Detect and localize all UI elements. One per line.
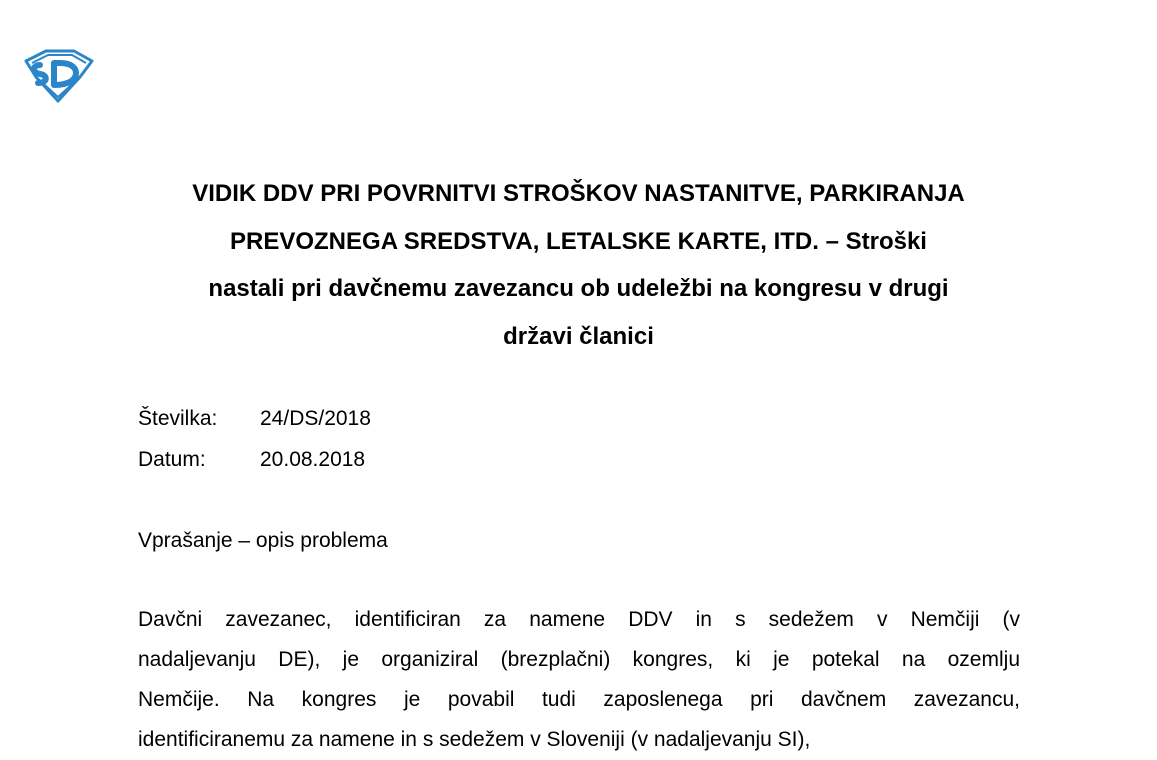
document-number-row — [138, 405, 371, 433]
document-number-value: 24/DS/2018 — [260, 407, 371, 430]
section-heading: Vprašanje – opis problema — [138, 529, 388, 552]
company-logo — [22, 47, 94, 104]
paragraph-line: nadaljevanju DE), je organiziral (brezplačni) kongres, ki je potekal na ozemlju — [138, 648, 1020, 671]
shield-logo-icon — [22, 47, 94, 104]
document-number-label: Številka: — [138, 407, 218, 430]
document-date-row — [138, 446, 365, 474]
paragraph-line: Nemčije. Na kongres je povabil tudi zaposlenega pri davčnem zavezancu, — [138, 688, 1020, 711]
paragraph-line: Davčni zavezanec, identificiran za namene DDV in s sedežem v Nemčiji (v — [138, 608, 1020, 631]
title-line: nastali pri davčnemu zavezancu ob udeležbi na kongresu v drugi — [208, 275, 949, 302]
title-line: VIDIK DDV PRI POVRNITVI STROŠKOV NASTANITVE, PARKIRANJA — [192, 180, 965, 207]
paragraph-line: identificiranemu za namene in s sedežem v Sloveniji (v nadaljevanju SI), — [138, 728, 811, 751]
title-line: državi članici — [503, 322, 654, 350]
document-title — [130, 170, 1027, 360]
document-date-label: Datum: — [138, 448, 206, 471]
body-paragraph — [138, 600, 1020, 760]
title-line: PREVOZNEGA SREDSTVA, LETALSKE KARTE, ITD. – Stroški — [230, 227, 927, 255]
document-date-value: 20.08.2018 — [260, 448, 366, 471]
